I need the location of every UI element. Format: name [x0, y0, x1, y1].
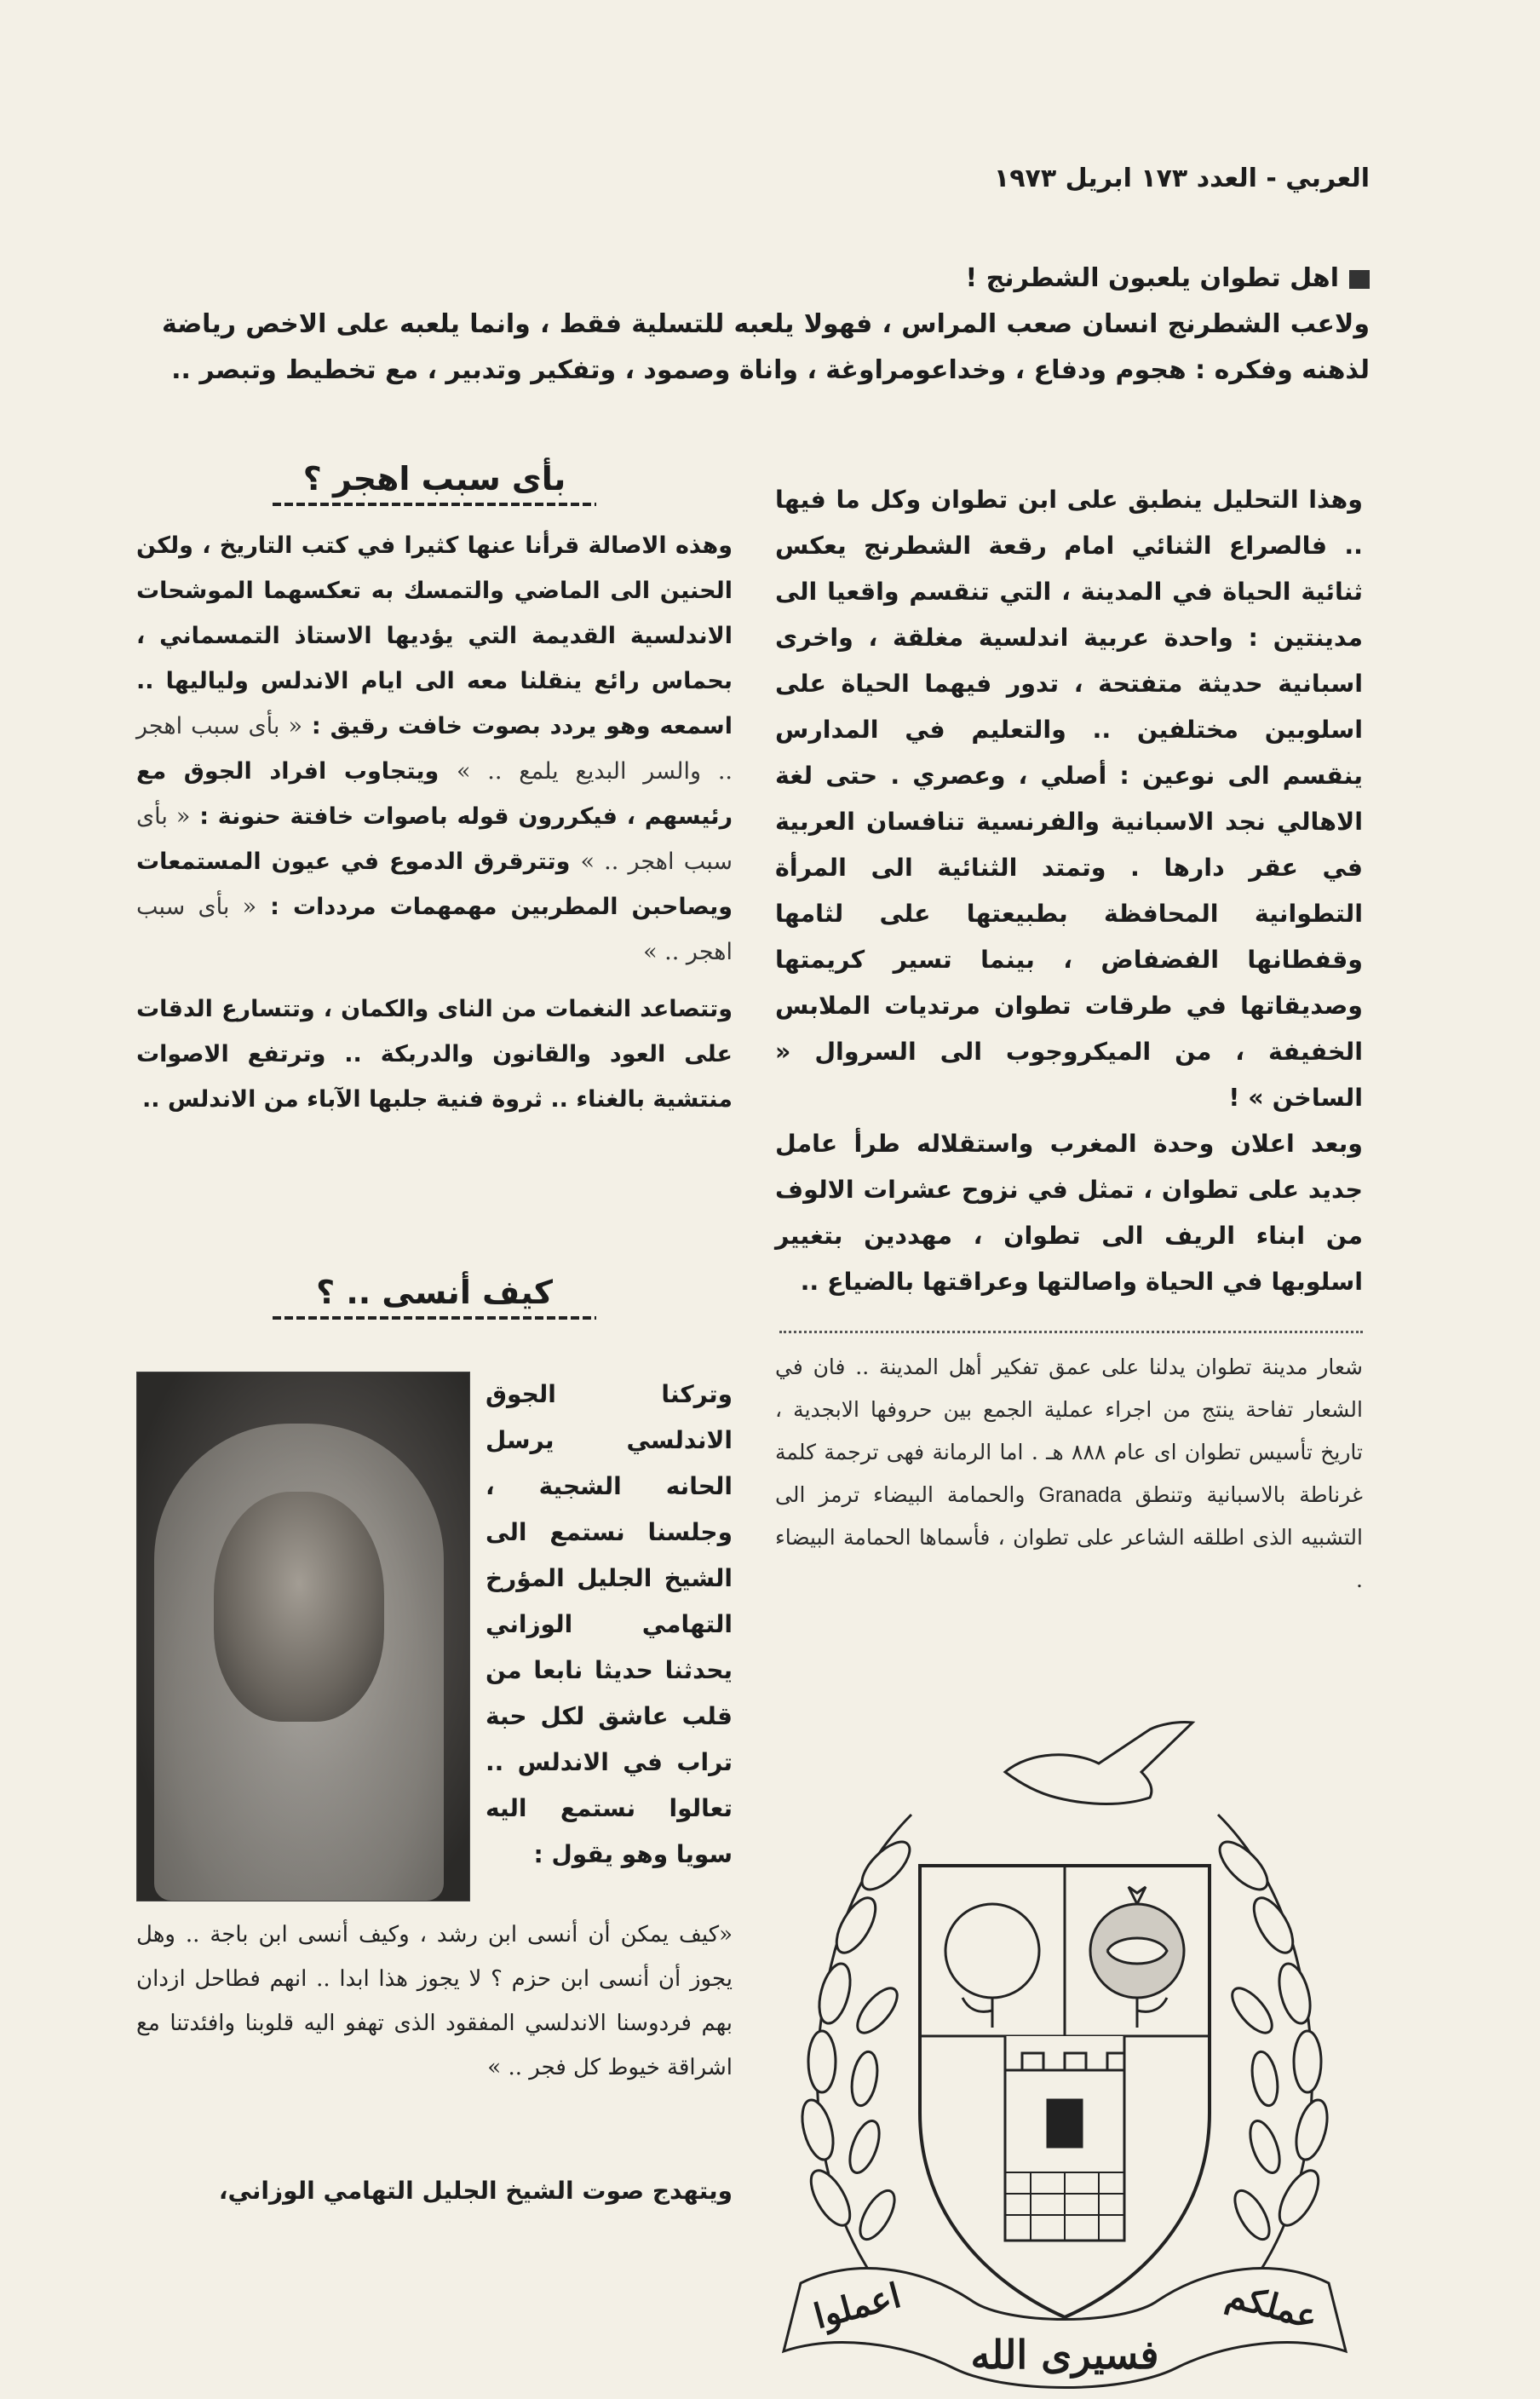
section-1-text-a: وهذه الاصالة قرأنا عنها كثيرا في كتب التاريخ ، ولكن الحنين الى الماضي والتمسك به تعكسهما الموشحات الاندلسية القديمة التي يؤديها الاستاذ التمسماني ، بحماس رائع ينقلنا معه الى ايام الاندلس ولياليها .. اسمعه وهو يردد بصوت خافت رقيق : — [136, 532, 733, 739]
section-2-closing: ويتهدج صوت الشيخ الجليل التهامي الوزاني، — [218, 2177, 733, 2205]
section-1-text-c: ويتجاوب افراد الجوق مع رئيسهم ، فيكررون قوله باصوات خافتة حنونة : — [136, 758, 733, 830]
intro-block — [162, 256, 1370, 394]
photo-face — [214, 1492, 384, 1722]
caption-latin-word: Granada — [1038, 1483, 1122, 1507]
section-2-heading-wrap — [136, 1274, 733, 1337]
motto-bottom: فسيرى الله — [970, 2332, 1159, 2378]
apple-icon — [945, 1904, 1039, 1998]
right-col-paragraph-2: وبعد اعلان وحدة المغرب واستقلاله طرأ عامل جديد على تطوان ، تمثل في نزوح عشرات الالوف من ابناء الريف الى تطوان ، مهددين بتغيير اسلوبها في الحياة واصالتها وعراقتها بالضياع .. — [775, 1130, 1363, 1296]
tower-icon — [1005, 2036, 1124, 2070]
bullet-square-icon — [1349, 270, 1370, 289]
section-2-heading: كيف أنسى .. ؟ — [136, 1274, 733, 1320]
right-col-paragraph-1: وهذا التحليل ينطبق على ابن تطوان وكل ما فيها .. فالصراع الثنائي امام رقعة الشطرنج يعكس ثنائية الحياة في المدينة ، التي تنقسم واقعيا الى مدينتين : واحدة عربية اندلسية مغلقة ، واخرى اسبانية حديثة متفتحة ، تدور فيهما الحياة على اسلوبين مختلفين .. والتعليم في المدارس ينقسم الى نوعين : أصلي ، وعصري . حتى لغة الاهالي نجد الاسبانية والفرنسية تنافسان العربية في عقر دارها . وتمتد الثنائية الى المرأة التطوانية المحافظة بطبيعتها على لثامها وقفطانها الفضفاض ، بينما تسير كريمتها وصديقاتها في طرقات تطوان مرتديات الملابس الخفيفة ، من الميكروجوب الى السروال « الساخن » ! — [775, 486, 1363, 1112]
sheikh-photo — [136, 1372, 470, 1901]
intro-question-text: اهل تطوان يلعبون الشطرنج ! — [965, 263, 1339, 293]
left-column-section-1 — [136, 460, 733, 1122]
section-2-text-beside-photo: وتركنا الجوق الاندلسي يرسل الحانه الشجية ، وجلسنا نستمع الى الشيخ الجليل المؤرخ التهامي الوزاني يحدثنا حديثا نابعا من قلب عاشق لكل حبة تراب في الاندلس .. تعالوا نستمع اليه سويا وهو يقول : — [486, 1380, 733, 1868]
motto-right: عملكم — [1221, 2275, 1323, 2338]
intro-question — [162, 256, 1370, 302]
section-1-verse-3: « بأى سبب اهجر .. » — [136, 894, 733, 965]
intro-text: ولاعب الشطرنج انسان صعب المراس ، فهولا يلعبه للتسلية فقط ، وانما يلعبه على الاخص رياضة لذهنه وفكره : هجوم ودفاع ، وخداعومراوغة ، واناة وصمود ، وتفكير وتدبير ، مع تخطيط وتبصر .. — [162, 309, 1370, 385]
dove-icon — [1005, 1723, 1192, 1804]
right-column — [775, 477, 1363, 1305]
emblem-caption — [775, 1346, 1363, 1602]
caption-text-1: شعار مدينة تطوان يدلنا على عمق تفكير أهل المدينة .. فان في الشعار تفاحة ينتج من اجراء عملية الجمع بين حروفها الابجدية ، تاريخ تأسيس تطوان اى عام ٨٨٨ هـ . اما الرمانة فهى ترجمة كلمة غرناطة بالاسبانية وتنطق — [775, 1355, 1363, 1507]
tetouan-coat-of-arms — [750, 1670, 1380, 2399]
section-1-paragraph-2: وتتصاعد النغمات من الناى والكمان ، وتتسارع الدقات على العود والقانون والدربكة .. وترتفع الاصوات منتشية بالغناء .. ثروة فنية جلبها الآباء من الاندلس .. — [136, 996, 733, 1113]
caption-divider — [779, 1331, 1363, 1333]
page-header: العربي - العدد ١٧٣ ابريل ١٩٧٣ — [993, 164, 1370, 193]
section-1-verse-1: « بأى سبب اهجر .. والسر البديع يلمع .. » — [136, 713, 733, 785]
caption-text-2: والحمامة البيضاء ترمز الى التشبيه الذى اطلقه الشاعر على تطوان ، فأسماها الحمامة البيضاء . — [775, 1482, 1363, 1592]
section-1-paragraph-1 — [136, 523, 733, 975]
section-1-verse-2: « بأى سبب اهجر .. » — [136, 803, 733, 875]
section-1-text-e: وتترقرق الدموع في عيون المستمعات ويصاحبن المطربين مهمهمات مرددات : — [136, 849, 733, 920]
sheikh-quote: «كيف يمكن أن أنسى ابن رشد ، وكيف أنسى ابن باجة .. وهل يجوز أن أنسى ابن حزم ؟ لا يجوز هذا ابدا .. انهم فطاحل ازدان بهم فردوسنا الاندلسي المفقود الذى تهفو اليه قلوبنا وافئدتنا مع اشراقة خيوط كل فجر .. » — [136, 1922, 733, 2080]
section-1-heading: بأى سبب اهجر ؟ — [136, 460, 733, 506]
motto-left: اعملوا — [809, 2275, 905, 2338]
